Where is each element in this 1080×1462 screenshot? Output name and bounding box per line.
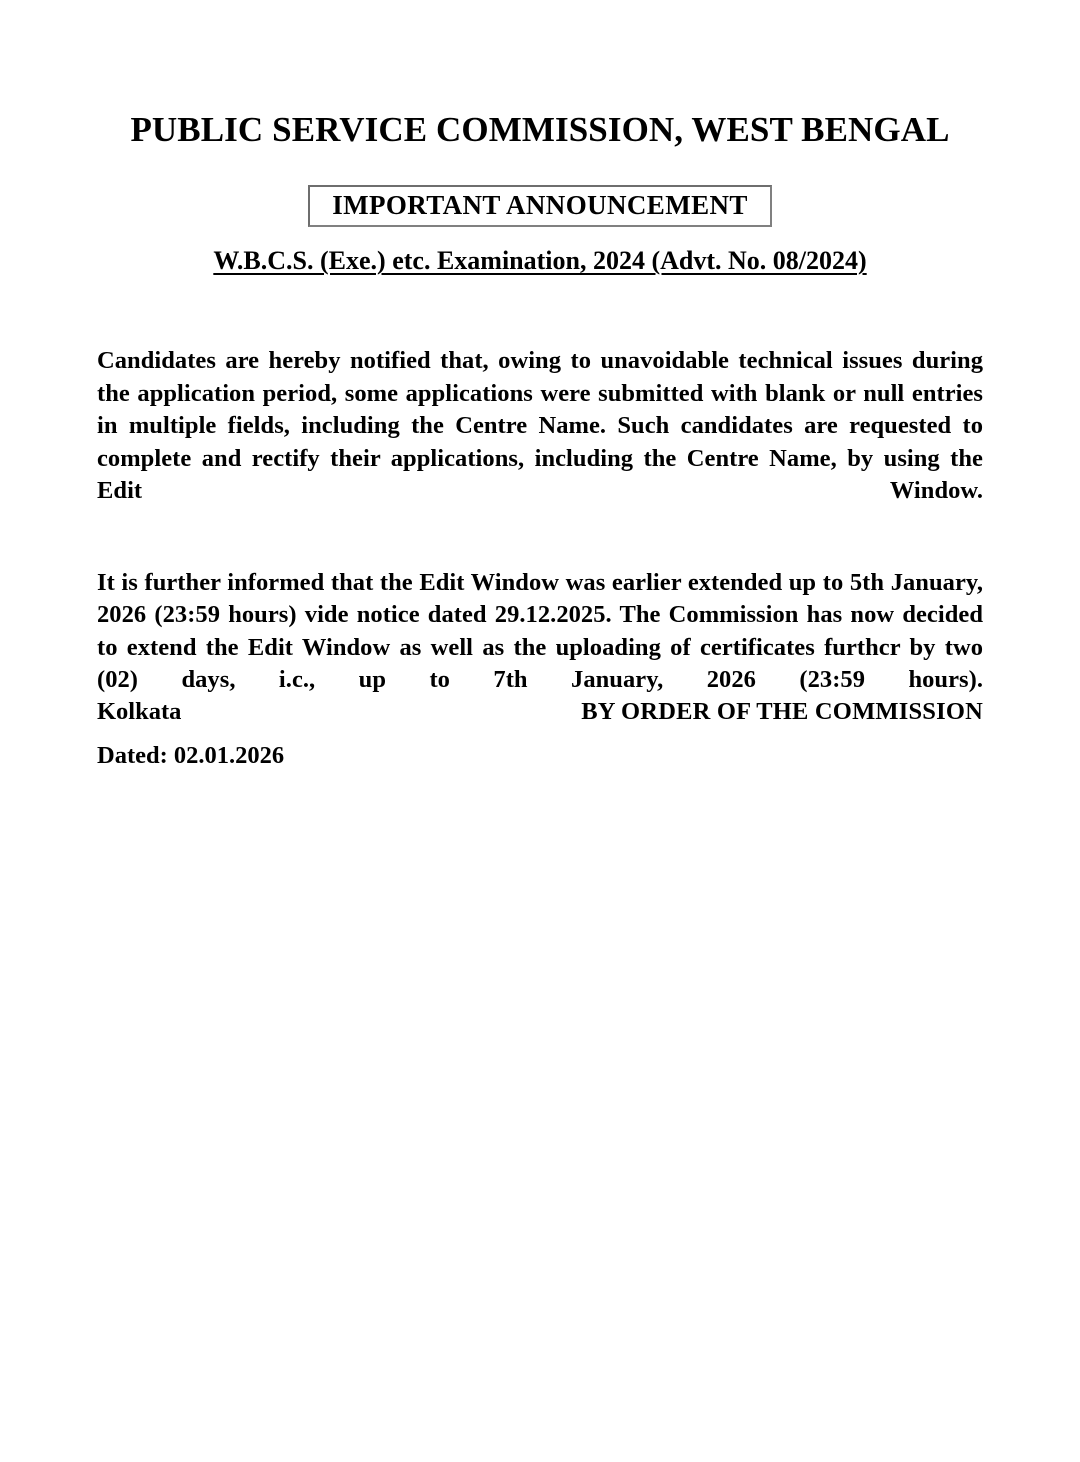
announcement-banner-label: IMPORTANT ANNOUNCEMENT: [332, 190, 748, 220]
announcement-banner-container: [0, 185, 1080, 227]
masthead: [0, 112, 1080, 149]
announcement-banner-box: [308, 185, 772, 227]
footer-authority: BY ORDER OF THE COMMISSION: [581, 698, 983, 725]
exam-subtitle: W.B.C.S. (Exe.) etc. Examination, 2024 (Advt. No. 08/2024): [213, 246, 867, 275]
organization-title: PUBLIC SERVICE COMMISSION, WEST BENGAL: [130, 110, 950, 149]
footer-top-row: [97, 698, 983, 742]
footer-date: Dated: 02.01.2026: [97, 742, 285, 769]
footer-place: Kolkata: [97, 698, 182, 725]
body-paragraph-2: It is further informed that the Edit Window was earlier extended up to 5th January, 2026 (23:59 hours) vide notice dated 29.12.2025. The Commission has now decided to extend the Edit Window as well as the uploading of certificates furthcr by two (02) days, i.c., up to 7th January, 2026 (23:59 hours).: [97, 568, 983, 694]
notice-body: [97, 345, 983, 730]
notice-footer: [97, 698, 983, 769]
body-paragraph-1: Candidates are hereby notified that, owing to unavoidable technical issues during the application period, some applications were submitted with blank or null entries in multiple fields, including the Centre Name. Such candidates are requested to complete and rectify their applications, including the Centre Name, by using the Edit Window.: [97, 347, 983, 505]
exam-subtitle-container: [0, 246, 1080, 276]
